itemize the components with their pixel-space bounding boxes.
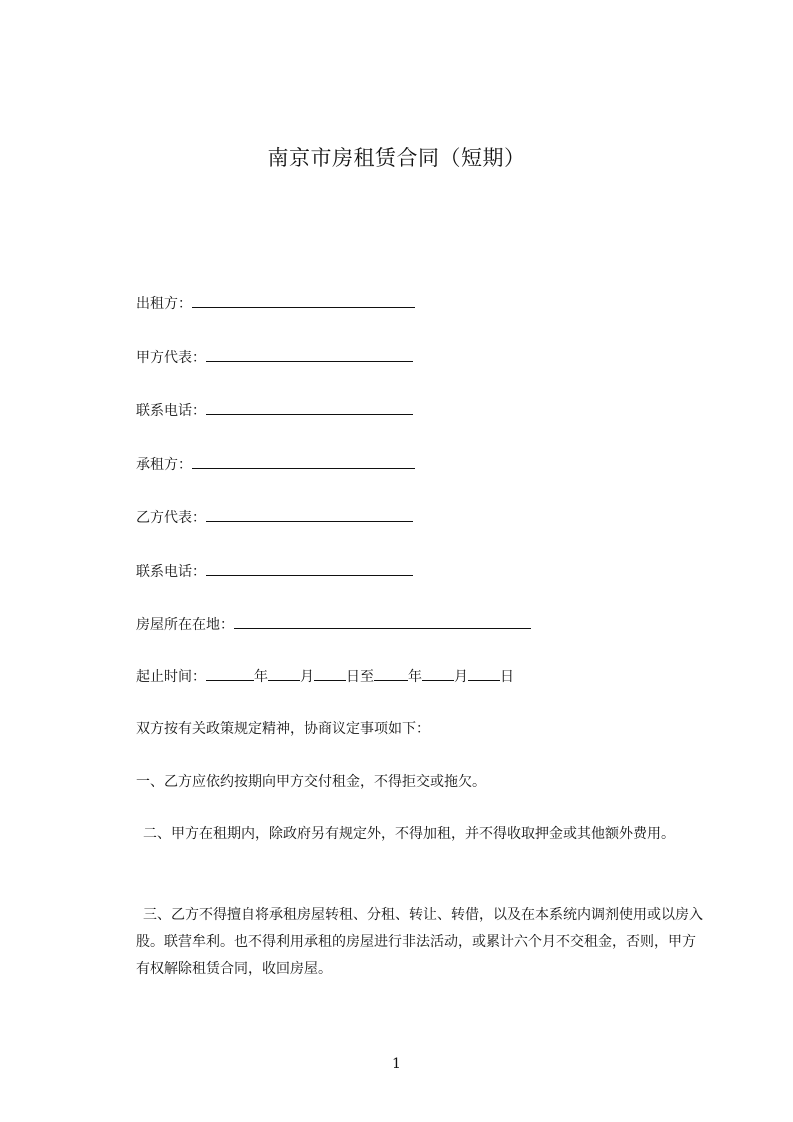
page-number: 1 bbox=[392, 1056, 401, 1072]
party-a-phone-blank[interactable] bbox=[206, 399, 413, 415]
end-year-blank[interactable] bbox=[374, 665, 408, 681]
intro-text: 双方按有关政策规定精神，协商议定事项如下： bbox=[136, 721, 430, 737]
lessee-label: 承租方： bbox=[136, 457, 192, 473]
lessor-blank[interactable] bbox=[192, 292, 415, 308]
start-day-unit: 日至 bbox=[346, 669, 374, 685]
document-title: 南京市房租赁合同（短期） bbox=[267, 146, 526, 170]
period-field bbox=[136, 665, 514, 687]
start-day-blank[interactable] bbox=[314, 665, 346, 681]
party-a-phone-label: 联系电话： bbox=[136, 403, 206, 419]
party-a-rep-label: 甲方代表： bbox=[136, 350, 206, 366]
property-location-label: 房屋所在在地： bbox=[136, 617, 234, 633]
end-month-unit: 月 bbox=[454, 669, 468, 685]
lessee-field bbox=[136, 453, 415, 475]
period-label: 起止时间： bbox=[136, 669, 206, 685]
lessee-blank[interactable] bbox=[192, 453, 415, 469]
end-month-blank[interactable] bbox=[422, 665, 454, 681]
party-b-rep-blank[interactable] bbox=[206, 506, 413, 522]
end-year-unit: 年 bbox=[408, 669, 422, 685]
start-month-unit: 月 bbox=[300, 669, 314, 685]
start-year-blank[interactable] bbox=[206, 665, 254, 681]
property-location-blank[interactable] bbox=[234, 613, 531, 629]
end-day-blank[interactable] bbox=[468, 665, 500, 681]
start-year-unit: 年 bbox=[254, 669, 268, 685]
party-b-phone-label: 联系电话： bbox=[136, 564, 206, 580]
party-a-phone-field bbox=[136, 399, 413, 421]
party-b-rep-field bbox=[136, 506, 413, 528]
party-b-phone-field bbox=[136, 560, 413, 582]
clause-1: 一、乙方应依约按期向甲方交付租金，不得拒交或拖欠。 bbox=[136, 774, 486, 790]
party-a-rep-blank[interactable] bbox=[206, 346, 413, 362]
end-day-unit: 日 bbox=[500, 669, 514, 685]
party-a-rep-field bbox=[136, 346, 413, 368]
clause-2: 二、甲方在租期内，除政府另有规定外，不得加租，并不得收取押金或其他额外费用。 bbox=[143, 826, 675, 842]
clause-3: 三、乙方不得擅自将承租房屋转租、分租、转让、转借，以及在本系统内调剂使用或以房入股。联营牟利。也不得利用承租的房屋进行非法活动，或累计六个月不交租金，否则，甲方有权解除租赁合同，收回房屋。 bbox=[136, 907, 703, 977]
party-b-rep-label: 乙方代表： bbox=[136, 510, 206, 526]
lessor-label: 出租方： bbox=[136, 296, 192, 312]
property-location-field bbox=[136, 613, 531, 635]
party-b-phone-blank[interactable] bbox=[206, 560, 413, 576]
start-month-blank[interactable] bbox=[268, 665, 300, 681]
lessor-field bbox=[136, 292, 415, 314]
